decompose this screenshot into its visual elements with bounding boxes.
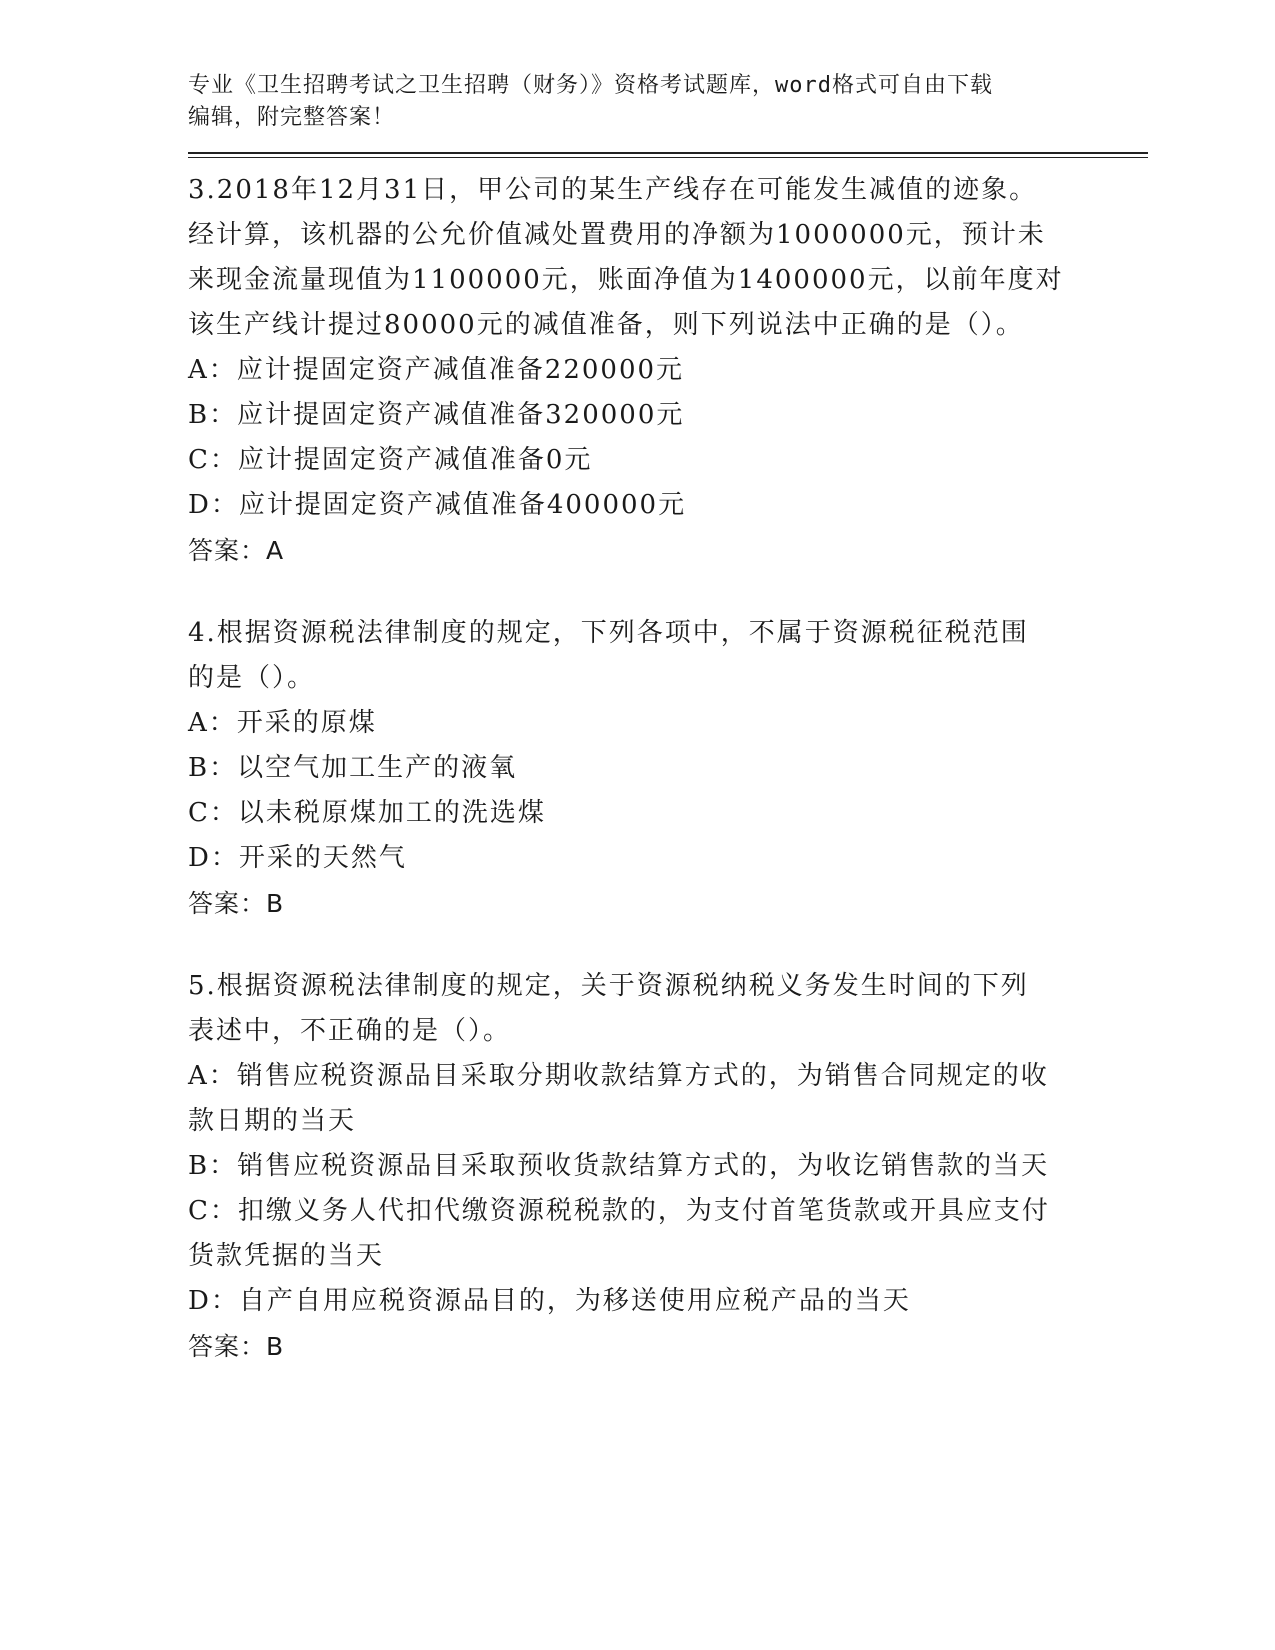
option-line: A：应计提固定资产减值准备220000元 <box>188 355 685 385</box>
header-line-1: 专业《卫生招聘考试之卫生招聘（财务）》资格考试题库，word格式可自由下载 <box>188 73 993 98</box>
option-b <box>188 393 1148 438</box>
option-line: D：自产自用应税资源品目的，为移送使用应税产品的当天 <box>188 1286 911 1316</box>
document-page <box>188 70 1148 1369</box>
stem-line: 来现金流量现值为1100000元，账面净值为1400000元，以前年度对 <box>188 265 1064 295</box>
document-header <box>188 70 1148 134</box>
answer-text: 答案：A <box>188 536 285 565</box>
question-4 <box>188 611 1148 926</box>
answer-text: 答案：B <box>188 889 285 918</box>
option-b <box>188 1144 1148 1189</box>
stem-line: 5.根据资源税法律制度的规定，关于资源税纳税义务发生时间的下列 <box>188 971 1029 1001</box>
option-line: C：扣缴义务人代扣代缴资源税税款的，为支付首笔货款或开具应支付 <box>188 1196 1050 1226</box>
stem-line: 经计算，该机器的公允价值减处置费用的净额为1000000元，预计未 <box>188 220 1046 250</box>
option-line: B：销售应税资源品目采取预收货款结算方式的，为收讫销售款的当天 <box>188 1151 1050 1181</box>
option-line: 款日期的当天 <box>188 1106 357 1136</box>
stem-line: 表述中，不正确的是（）。 <box>188 1016 512 1046</box>
option-d <box>188 1279 1148 1324</box>
option-a <box>188 348 1148 393</box>
option-line: A：销售应税资源品目采取分期收款结算方式的，为销售合同规定的收 <box>188 1061 1049 1091</box>
question-list <box>188 168 1148 1369</box>
option-line: B：应计提固定资产减值准备320000元 <box>188 400 685 430</box>
header-divider <box>188 152 1148 158</box>
option-line: D：开采的天然气 <box>188 843 407 873</box>
option-line: B：以空气加工生产的液氧 <box>188 753 518 783</box>
question-3 <box>188 168 1148 573</box>
option-d <box>188 836 1148 881</box>
question-stem <box>188 964 1148 1054</box>
option-line: C：应计提固定资产减值准备0元 <box>188 445 593 475</box>
stem-line: 的是（）。 <box>188 663 316 693</box>
header-line-2: 编辑，附完整答案！ <box>188 105 396 130</box>
question-stem <box>188 168 1148 348</box>
option-c <box>188 791 1148 836</box>
option-a <box>188 1054 1148 1144</box>
option-line: 货款凭据的当天 <box>188 1241 385 1271</box>
stem-line: 4.根据资源税法律制度的规定，下列各项中，不属于资源税征税范围 <box>188 618 1029 648</box>
option-c <box>188 1189 1148 1279</box>
option-b <box>188 746 1148 791</box>
question-stem <box>188 611 1148 701</box>
stem-line: 3.2018年12月31日，甲公司的某生产线存在可能发生减值的迹象。 <box>188 175 1038 205</box>
option-d <box>188 483 1148 528</box>
option-c <box>188 438 1148 483</box>
option-line: D：应计提固定资产减值准备400000元 <box>188 490 687 520</box>
option-line: A：开采的原煤 <box>188 708 377 738</box>
option-a <box>188 701 1148 746</box>
stem-line: 该生产线计提过80000元的减值准备，则下列说法中正确的是（）。 <box>188 310 1024 340</box>
option-line: C：以未税原煤加工的洗选煤 <box>188 798 546 828</box>
answer-text: 答案：B <box>188 1332 285 1361</box>
question-5 <box>188 964 1148 1369</box>
